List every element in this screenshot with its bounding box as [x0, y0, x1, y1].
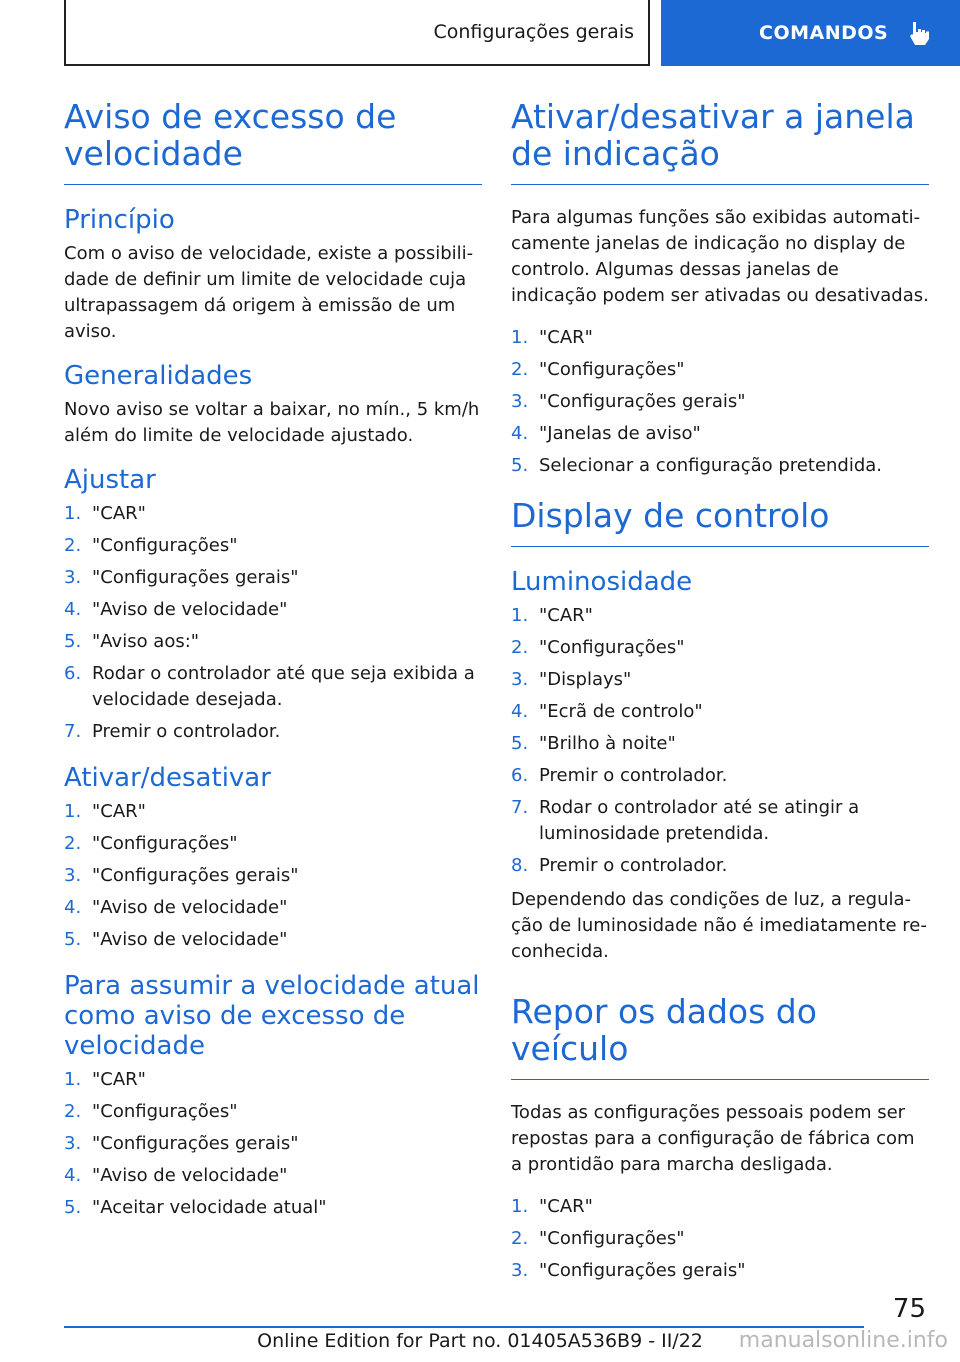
list-item: 1. "CAR" [511, 327, 593, 348]
list-item: 1. "CAR" [64, 801, 146, 822]
list-item: 3. "Configurações gerais" [511, 391, 746, 412]
list-item: 3. "Displays" [511, 669, 632, 690]
list-item: 4. "Aviso de velocidade" [64, 599, 288, 620]
header-chapter-tab [661, 0, 960, 66]
list-item: 3. "Configurações gerais" [64, 865, 299, 886]
list-item: 4. "Aviso de velocidade" [64, 1165, 288, 1186]
luminosidade-note: Dependendo das condições de luz, a regulação de luminosidade não é imediatamente reconhecida. [511, 889, 927, 962]
list-item: 1. "CAR" [511, 605, 593, 626]
principio-heading: Princípio [64, 205, 175, 235]
list-item: 3. "Configurações gerais" [511, 1260, 746, 1281]
left-column [64, 98, 482, 1239]
list-item: 3. "Configurações gerais" [64, 1133, 299, 1154]
watermark: manualsonline.info [738, 1328, 948, 1353]
list-item: 5. Selecionar a configuração pretendida. [511, 455, 883, 476]
pointing-hand-icon [908, 20, 930, 46]
list-item: 5. "Aceitar velocidade atual" [64, 1197, 327, 1218]
janela-text: Para algumas funções são exibidas automaticamente janelas de indicação no display de controlo. Algumas dessas janelas de indicação podem ser ativadas ou desativadas. [511, 207, 929, 306]
repor-steps [511, 1194, 929, 1284]
list-item: 1. "CAR" [64, 503, 146, 524]
header-section-tab [64, 0, 650, 66]
assumir-steps [64, 1067, 482, 1221]
speed-warning-title: Aviso de excesso de velocidade [64, 98, 482, 185]
generalidades-heading: Generalidades [64, 361, 253, 391]
luminosidade-steps [511, 603, 929, 879]
page-number: 75 [892, 1294, 926, 1324]
repor-title: Repor os dados do veículo [511, 993, 929, 1080]
ativar-steps [64, 799, 482, 953]
list-item: 2. "Configurações" [64, 833, 238, 854]
list-item: 2. "Configurações" [64, 535, 238, 556]
list-item: 8. Premir o controlador. [511, 855, 728, 876]
list-item: 5. "Brilho à noite" [511, 733, 676, 754]
ajustar-steps [64, 501, 482, 745]
list-item: 6. Premir o controlador. [511, 765, 728, 786]
list-item: 1. "CAR" [511, 1196, 593, 1217]
list-item: 5. "Aviso de velocidade" [64, 929, 288, 950]
list-item: 2. "Configurações" [511, 637, 685, 658]
header-chapter-label: COMANDOS [759, 22, 889, 44]
header-section-label: Configurações gerais [433, 21, 634, 43]
list-item: 4. "Ecrã de controlo" [511, 701, 703, 722]
ajustar-heading: Ajustar [64, 465, 156, 495]
list-item: 2. "Configurações" [511, 359, 685, 380]
list-item: 3. "Configurações gerais" [64, 567, 299, 588]
footer-edition: Online Edition for Part no. 01405A536B9 - II/22 [257, 1330, 703, 1352]
list-item: 2. "Configurações" [511, 1228, 685, 1249]
list-item: 4. "Janelas de aviso" [511, 423, 701, 444]
principio-text: Com o aviso de velocidade, existe a possibilidade de definir um limite de velocidade cuja ultrapassagem dá origem à emissão de um aviso. [64, 243, 474, 342]
list-item: 2. "Configurações" [64, 1101, 238, 1122]
ativar-heading: Ativar/desativar [64, 763, 271, 793]
generalidades-text: Novo aviso se voltar a baixar, no mín., 5 km/h além do limite de velocidade ajustado. [64, 399, 480, 446]
display-title: Display de controlo [511, 497, 929, 547]
janela-steps [511, 325, 929, 479]
right-column [511, 98, 929, 1302]
list-item: 7. Rodar o controlador até se atingir a luminosidade pretendida. [511, 797, 860, 844]
list-item: 6. Rodar o controlador até que seja exibida a velocidade desejada. [64, 663, 475, 710]
janela-title: Ativar/desativar a janela de indicação [511, 98, 929, 185]
list-item: 7. Premir o controlador. [64, 721, 281, 742]
luminosidade-heading: Luminosidade [511, 567, 693, 597]
assumir-heading: Para assumir a velocidade atual como aviso de excesso de velocidade [64, 971, 480, 1061]
repor-text: Todas as configurações pessoais podem ser repostas para a configuração de fábrica com a prontidão para marcha desligada. [511, 1102, 915, 1175]
list-item: 4. "Aviso de velocidade" [64, 897, 288, 918]
list-item: 1. "CAR" [64, 1069, 146, 1090]
list-item: 5. "Aviso aos:" [64, 631, 200, 652]
